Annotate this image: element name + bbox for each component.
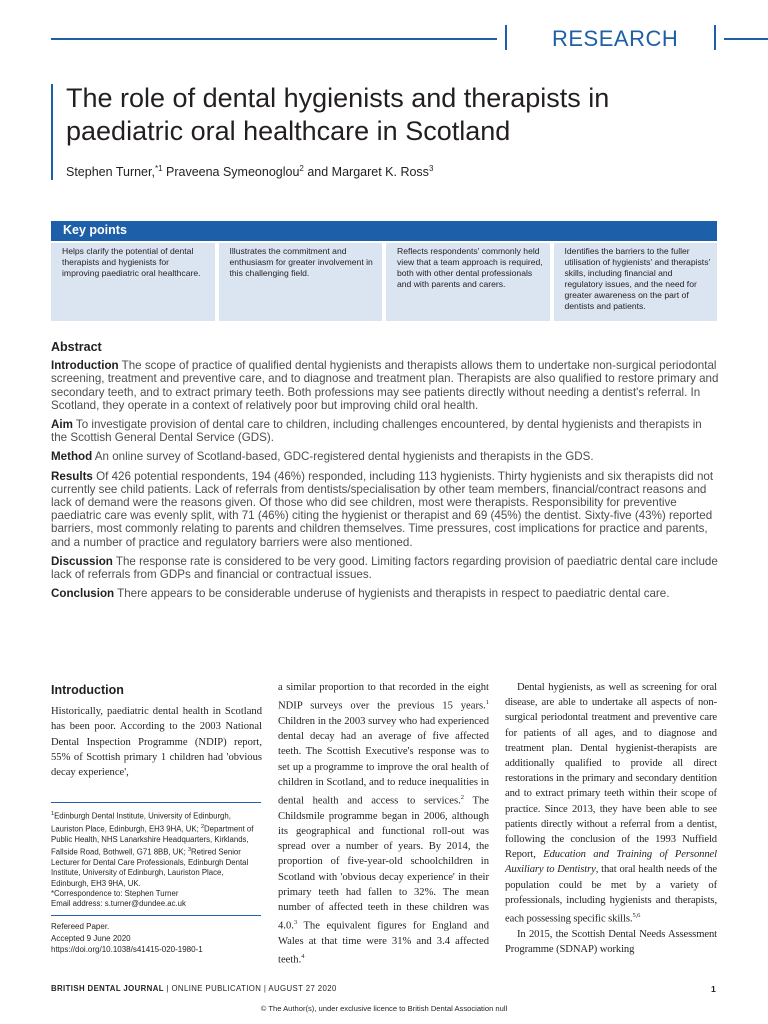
affiliation: Retired Senior Lecturer for Dental Care Professionals, Edinburgh Dental Institute, University of Edinburgh, Lauriston Place, Edinburgh, EH3 9HA, UK. (51, 847, 249, 888)
author-name: Praveena Symeonoglou (162, 165, 300, 180)
author-name: Stephen Turner, (66, 165, 155, 180)
body-text: The equivalent figures for England and Wales at that time were 31% and 3.4 affected teeth. (278, 920, 489, 966)
affiliation: Edinburgh Dental Institute, University of Edinburgh, Lauriston Place, Edinburgh, EH3 9HA, UK; (51, 811, 231, 834)
abstract-text: There appears to be considerable underuse of hygienists and therapists in respect to paediatric dental care. (114, 587, 670, 601)
journal-name: BRITISH DENTAL JOURNAL (51, 984, 164, 993)
publication-type: ONLINE PUBLICATION (171, 984, 262, 993)
abstract-label: Introduction (51, 359, 119, 373)
citation: 3 (293, 919, 298, 927)
author-affil: *1 (154, 164, 163, 173)
abstract-conclusion (51, 587, 719, 600)
body-text: The Childsmile programme began in 2006, although its geographical and functional roll-out was spread over a number of years. By 2014, the proportion of five-year-old schoolchildren in Scotland with 'obvious decay experience' in their primary teeth had fallen to 32%. The mean number of affected teeth in these children was 4.0. (278, 795, 489, 932)
body-paragraph (505, 680, 717, 927)
body-text: a similar proportion to that recorded in the eight NDIP surveys over the previous 15 years. (278, 682, 489, 712)
abstract-label: Discussion (51, 554, 113, 568)
affil-mark: 3 (187, 847, 192, 854)
email: Email address: s.turner@dundee.ac.uk (51, 899, 186, 909)
author-name: and Margaret K. Ross (303, 165, 429, 180)
abstract-results (51, 470, 719, 549)
affil-mark: 2 (200, 823, 205, 830)
copyright-notice: © The Author(s), under exclusive licence to British Dental Association null (260, 1004, 508, 1013)
footer-separator: | (163, 984, 172, 993)
section-label: RESEARCH (552, 26, 679, 51)
body-paragraph (278, 680, 489, 968)
publication-date: AUGUST 27 2020 (268, 984, 337, 993)
key-point: Identifies the barriers to the fuller utilisation of hygienists' and therapists' skills, including financial and regulatory issues, and the need for greater awareness on the part of dentists and patients. (554, 243, 718, 321)
abstract-text: To investigate provision of dental care to children, including challenges encountered, by dental hygienists and therapists in the Scottish General Dental Service (GDS). (51, 418, 702, 445)
report-title: Education and Training of Personnel Auxiliary to Dentistry (505, 849, 717, 876)
affiliation: Department of Public Health, NHS Lanarkshire Headquarters, Kirklands, Fallside Road, Bothwell, G71 8BB, UK; (51, 824, 254, 857)
abstract-text: The scope of practice of qualified dental hygienists and therapists allows them to undertake non-surgical periodontal screening, treatment and preventive care, and to diagnose and treatment plan. Therapists are also qualified to restore primary and secondary teeth, and to extract primary teeth. Both professions may see patients directly without needing a dentist's referral. In Scotland, they operate in a context of relatively poor but improving child oral health. (51, 359, 719, 412)
key-point: Illustrates the commitment and enthusiasm for greater involvement in this challenging field. (219, 243, 383, 321)
abstract-label: Method (51, 450, 93, 464)
footer-separator: | (261, 984, 269, 993)
citation: 4 (301, 953, 305, 961)
article-meta (51, 916, 261, 956)
body-column-1 (51, 683, 262, 780)
article-title: The role of dental hygienists and therapists in paediatric oral healthcare in Scotland (66, 83, 610, 146)
key-point: Reflects respondents' commonly held view that a team approach is required, both with other dental professionals and with parents and carers. (386, 243, 550, 321)
author-list (66, 164, 433, 179)
author-affil: 2 (299, 164, 304, 173)
header-rule-right (724, 38, 768, 40)
citation: 1 (485, 699, 489, 707)
affil-mark: 1 (51, 811, 55, 817)
abstract-method (51, 450, 719, 463)
page-number: 1 (711, 984, 716, 994)
citation: 5,6 (632, 912, 641, 920)
abstract (51, 341, 719, 606)
abstract-text: The response rate is considered to be very good. Limiting factors regarding provision of paediatric dental care include lack of referrals from GDPs and financial or contractual issues. (51, 554, 718, 582)
body-paragraph: Historically, paediatric dental health in Scotland has been poor. According to the 2003 National Dental Inspection Programme (NDIP) report, 55% of Scottish primary 1 children had 'obvious decay experience', (51, 706, 262, 779)
page-footer (51, 984, 337, 993)
abstract-heading: Abstract (51, 340, 102, 354)
doi-link[interactable]: https://doi.org/10.1038/s41415-020-1980-1 (51, 945, 203, 955)
affiliations-box (51, 802, 261, 956)
refereed-label: Refereed Paper. (51, 922, 110, 932)
body-text: Children in the 2003 survey who had experienced dental decay had an average of five affected teeth. The Scottish Executive's response was to set up a programme to improve the oral health of children in Scotland, and to reduce inequalities in dental health and access to services. (278, 715, 489, 807)
body-paragraph: In 2015, the Scottish Dental Needs Assessment Programme (SDNAP) working (505, 928, 717, 955)
abstract-label: Conclusion (51, 587, 115, 601)
affiliations (51, 809, 261, 916)
citation: 2 (460, 793, 464, 801)
header-divider-right (714, 25, 716, 50)
title-bar (51, 84, 53, 180)
abstract-label: Aim (51, 418, 73, 432)
body-text: Dental hygienists, as well as screening for oral disease, are able to undertake all aspects of non-surgical periodontal treatment and preventive care for patients of all ages, and to diagnose and treatment plan. Dental hygienist-therapists are additionally qualified to provide all direct restorations in the primary and secondary dentition and to extract primary teeth within their scope of practice. Since 2013, they have been able to see patients directly without a referral from a dentist, following the conclusion of the 1993 Nuffield Report, (505, 682, 717, 861)
abstract-introduction (51, 359, 719, 412)
abstract-text: An online survey of Scotland-based, GDC-registered dental hygienists and therapists in the GDS. (92, 450, 594, 464)
header-rule-left (51, 38, 497, 40)
abstract-discussion (51, 555, 719, 581)
body-column-2 (278, 680, 489, 968)
accepted-date: Accepted 9 June 2020 (51, 933, 131, 943)
abstract-aim (51, 418, 719, 444)
header-divider-left (505, 25, 507, 50)
body-text: , that oral health needs of the population could be met by a variety of professionals, including hygienists and therapists, each possessing specific skills. (505, 864, 717, 925)
author-affil: 3 (428, 164, 434, 173)
body-column-3 (505, 680, 717, 957)
introduction-heading: Introduction (51, 683, 124, 697)
key-points-row (51, 243, 717, 321)
abstract-text: Of 426 potential respondents, 194 (46%) responded, including 113 hygienists. Thirty hygienists and six therapists did not currently see child patients. Lack of referrals from dentists/specialisation by other team members, financial/contract reasons and lack of demand were the reasons given. Of those who did see children, most were therapists. Responsibility for preventive paediatric care was evenly split, with 71 (46%) citing the hygienist or therapist and 69 (45%) the dentist. Sixty-five (43%) reported barriers, most commonly relating to parents and children themselves. Time pressures, cost implications for practice and parents, and a number of practice and regulatory barriers were also mentioned. (51, 469, 714, 549)
key-points-box (51, 221, 717, 321)
key-point: Helps clarify the potential of dental therapists and hygienists for improving paediatric oral healthcare. (51, 243, 215, 321)
correspondence: *Correspondence to: Stephen Turner (51, 888, 179, 898)
key-points-heading: Key points (51, 221, 717, 241)
abstract-label: Results (51, 469, 93, 483)
